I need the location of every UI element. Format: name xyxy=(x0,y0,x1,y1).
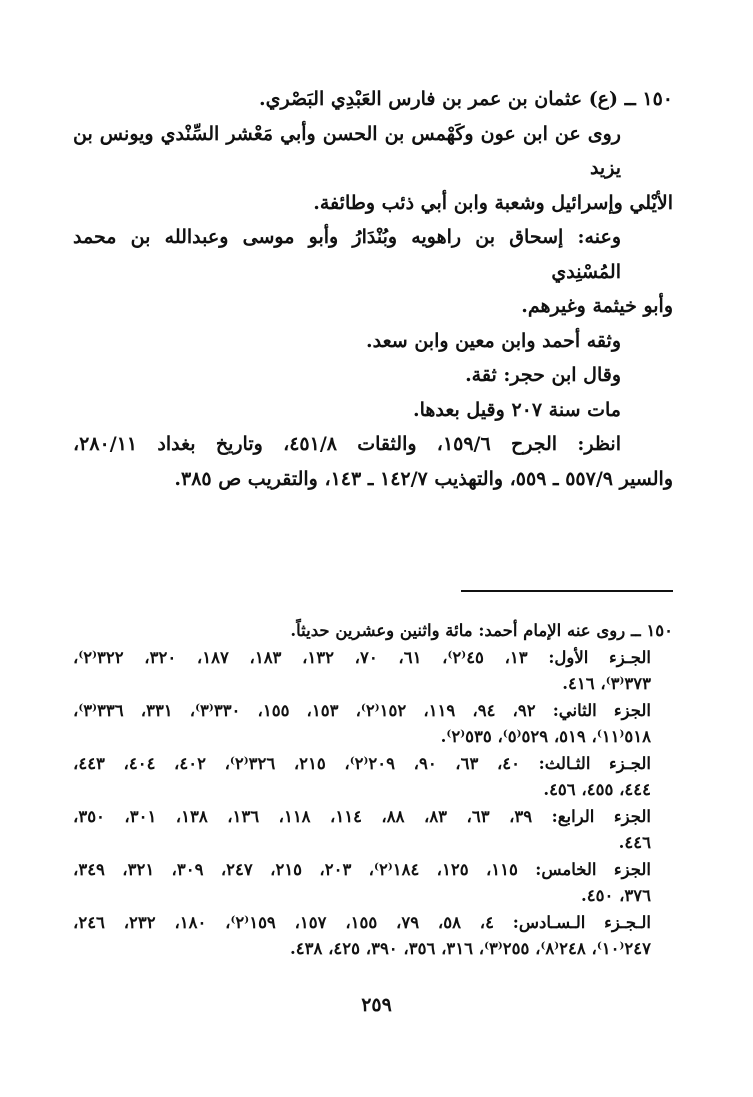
narrators-from-line-1: روى عن ابن عون وكَهْمس بن الحسن وأبي مَعْشر السِّنْدي ويونس بن يزيد xyxy=(73,122,621,179)
references-line-1: انظر: الجرح ١٥٩/٦، والثقات ٤٥١/٨، وتاريخ بغداد ٢٨٠/١١، xyxy=(73,433,621,455)
narrators-from-line-2: الأيْلي وإسرائيل وشعبة وابن أبي ذئب وطائفة. xyxy=(313,191,673,214)
biography-entry xyxy=(73,82,673,496)
footnote-part-6-line-2: ٢٤٧⁽١٠⁾، ٢٤٨⁽٨⁾، ٢٥٥⁽٣⁾، ٣١٦، ٣٥٦، ٣٩٠، ٤٢٥، ٤٣٨. xyxy=(289,939,651,958)
footnote-part-1-line-2: ٣٧٣⁽٣⁾، ٤١٦. xyxy=(562,674,651,693)
footnote-part-1-line-1: الجـزء الأول: ١٣، ٤٥⁽٢⁾، ٦١، ٧٠، ١٣٢، ١٨٣، ١٨٧، ٣٢٠، ٣٢٢⁽٢⁾، xyxy=(73,647,651,667)
ibn-hajar-note: وقال ابن حجر: ثقة. xyxy=(465,364,621,386)
entry-heading: ١٥٠ ــ (ع) عثمان بن عمر بن فارس العَبْدِي البَصْري. xyxy=(258,88,673,110)
narrators-to-line-1: وعنه: إسحاق بن راهويه وبُنْدَارُ وأبو موسى وعبدالله بن محمد المُسْنِدي xyxy=(73,226,621,283)
footnote-part-3-line-2: ٤٤٤، ٤٥٥، ٤٥٦. xyxy=(543,780,651,799)
footnote-part-6-line-1: الـجـزء الـسـادس: ٤، ٥٨، ٧٩، ١٥٥، ١٥٧، ١٥٩⁽٢⁾، ١٨٠، ٢٣٢، ٢٤٦، xyxy=(73,912,651,932)
footnote-heading: ١٥٠ ــ روى عنه الإمام أحمد: مائة واثنين وعشرين حديثاً. xyxy=(290,621,673,640)
footnote-part-4-line-2: ٤٤٦. xyxy=(618,833,651,852)
references-line-2: والسير ٥٥٧/٩ ـ ٥٥٩، والتهذيب ١٤٢/٧ ـ ١٤٣، والتقريب ص ٣٨٥. xyxy=(174,467,673,490)
death-note: مات سنة ٢٠٧ وقيل بعدها. xyxy=(412,398,621,421)
page-number: ٢٥٩ xyxy=(361,994,392,1016)
footnote-part-3-line-1: الجـزء الثـالث: ٤٠، ٦٣، ٩٠، ٢٠٩⁽٢⁾، ٢١٥، ٣٢٦⁽٢⁾، ٤٠٢، ٤٠٤، ٤٤٣، xyxy=(73,753,651,773)
reliability-note: وثقه أحمد وابن معين وابن سعد. xyxy=(366,329,621,352)
footnote-block xyxy=(73,618,673,963)
footnote-part-5-line-1: الجزء الخامس: ١١٥، ١٢٥، ١٨٤⁽٢⁾، ٢٠٣، ٢١٥، ٢٤٧، ٣٠٩، ٣٢١، ٣٤٩، xyxy=(73,859,651,879)
footnote-divider xyxy=(461,590,673,592)
footnote-part-2-line-2: ٥١٨⁽١١⁾، ٥١٩، ٥٢٩⁽٥⁾، ٥٣٥⁽٢⁾. xyxy=(440,727,651,746)
footnote-part-4-line-1: الجزء الرابع: ٣٩، ٦٣، ٨٣، ٨٨، ١١٤، ١١٨، ١٣٦، ١٣٨، ٣٠١، ٣٥٠، xyxy=(73,806,651,826)
footnote-part-2-line-1: الجزء الثاني: ٩٢، ٩٤، ١١٩، ١٥٢⁽٢⁾، ١٥٣، ١٥٥، ٣٣٠⁽٣⁾، ٣٣١، ٣٣٦⁽٣⁾، xyxy=(73,700,652,720)
footnote-part-5-line-2: ٣٧٦، ٤٥٠. xyxy=(580,886,651,905)
narrators-to-line-2: وأبو خيثمة وغيرهم. xyxy=(521,295,673,317)
